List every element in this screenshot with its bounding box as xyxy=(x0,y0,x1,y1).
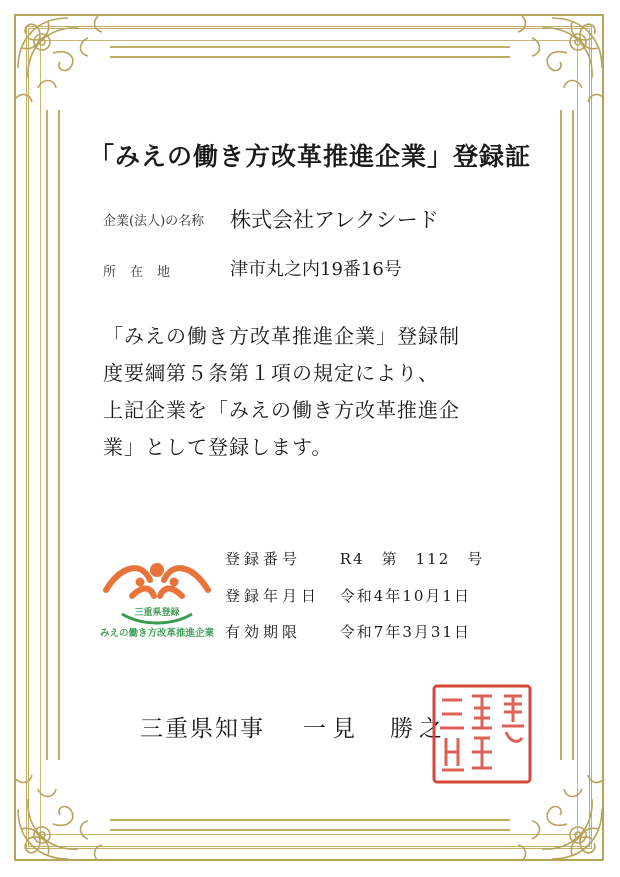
expiry-row xyxy=(225,621,471,642)
corner-ornament-icon xyxy=(8,8,118,118)
signer-title: 三重県知事 xyxy=(140,716,265,742)
registration-date-row xyxy=(225,585,471,606)
frame-bottom-rules xyxy=(110,819,510,831)
signer-name: 一見 勝之 xyxy=(303,716,448,742)
corner-ornament-icon xyxy=(8,759,118,869)
company-address: 津市丸之内19番16号 xyxy=(230,259,402,280)
frame-right-rules xyxy=(560,110,574,760)
expiry-label: 有効期限 xyxy=(225,623,302,641)
registration-date-value: 令和4年10月1日 xyxy=(339,587,471,605)
registration-date-label: 登録年月日 xyxy=(225,587,321,605)
registration-number-label: 登録番号 xyxy=(225,550,302,568)
body-line: 業」として登録します。 xyxy=(103,435,333,459)
frame-top-rules xyxy=(110,46,510,58)
body-line: 度要綱第５条第１項の規定により、 xyxy=(103,361,439,385)
official-seal-icon xyxy=(430,682,534,786)
certificate-body xyxy=(103,318,523,466)
frame-left-rules xyxy=(46,110,60,760)
logo-bottom-text: みえの働き方改革推進企業 xyxy=(99,628,215,639)
signer-block xyxy=(140,710,448,743)
body-line: 上記企業を「みえの働き方改革推進企 xyxy=(103,398,460,422)
expiry-value: 令和7年3月31日 xyxy=(339,623,471,641)
mie-workstyle-logo-icon xyxy=(92,556,222,656)
registration-number-row xyxy=(225,548,484,569)
logo-top-text: 三重県登録 xyxy=(134,608,180,618)
company-name-label: 企業(法人)の名称 xyxy=(103,214,205,229)
certificate-title: 「みえの働き方改革推進企業」登録証 xyxy=(88,142,531,171)
registration-number-value: R4 第 112 号 xyxy=(339,550,485,568)
body-line: 「みえの働き方改革推進企業」登録制 xyxy=(103,324,460,348)
corner-ornament-icon xyxy=(502,8,612,118)
address-label: 所在地 xyxy=(103,265,185,280)
company-name: 株式会社アレクシード xyxy=(230,208,439,232)
